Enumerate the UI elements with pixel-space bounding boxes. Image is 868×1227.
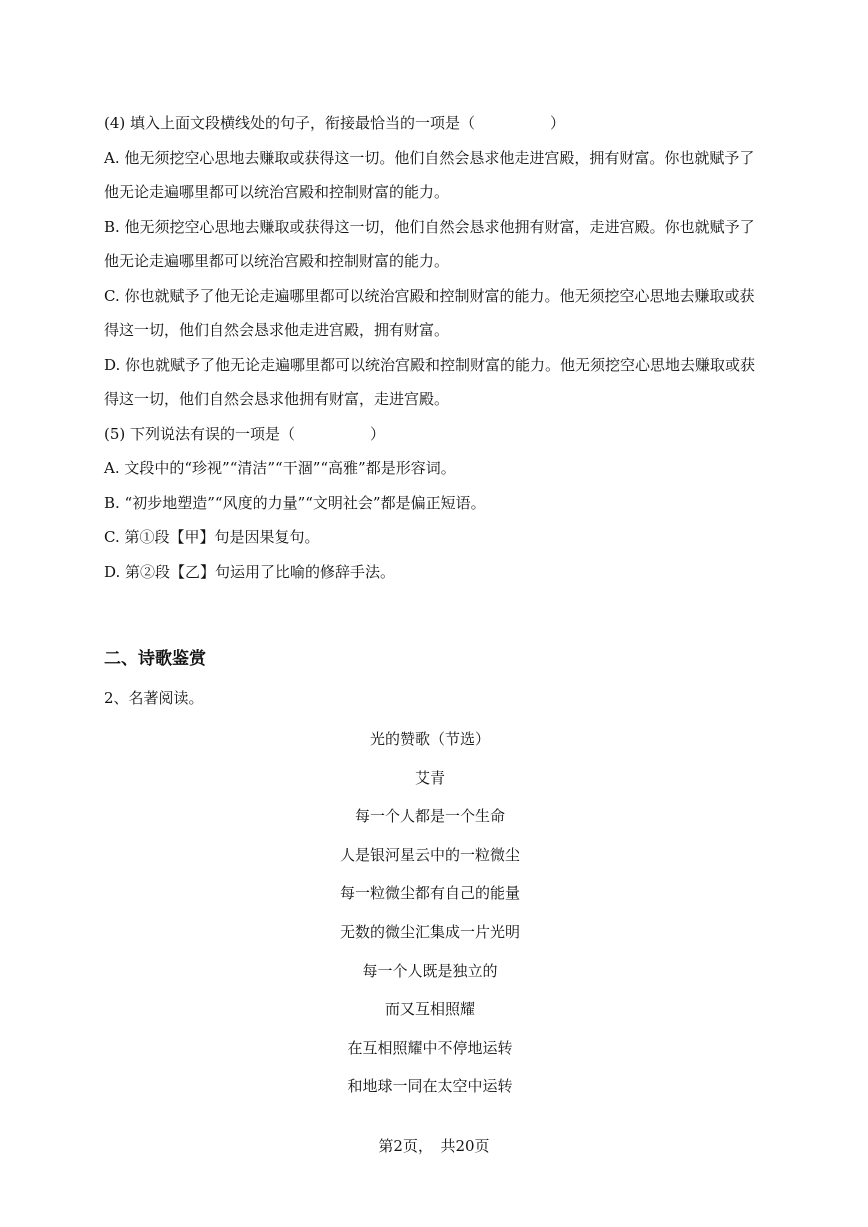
section-title: 二、诗歌鉴赏	[104, 649, 206, 669]
poem-line: 每一个人既是独立的	[362, 961, 498, 980]
poem-line: 无数的微尘汇集成一片光明	[339, 922, 520, 941]
question-4-stem: (4) 填入上面文段横线处的句子，衔接最恰当的一项是（ ）	[104, 114, 566, 132]
section-intro: 2、名著阅读。	[104, 689, 204, 707]
page-footer: 第2页， 共20页	[378, 1137, 490, 1155]
question-5-option-b: B. “初步地塑造”“风度的力量”“文明社会”都是偏正短语。	[104, 493, 486, 512]
poem-author: 艾青	[414, 768, 445, 787]
poem-line: 和地球一同在太空中运转	[347, 1077, 513, 1096]
question-4-option-b: B. 他无须挖空心思地去赚取或获得这一切，他们自然会恳求他拥有财富，走进宫殿。你也就赋予了他无论走遍哪里都可以统治宫殿和控制财富的能力。	[104, 217, 755, 270]
question-5-stem: (5) 下列说法有误的一项是（ ）	[104, 424, 386, 443]
poem	[104, 720, 756, 1106]
question-4-option-a: A. 他无须挖空心思地去赚取或获得这一切。他们自然会恳求他走进宫殿，拥有财富。你也就赋予了他无论走遍哪里都可以统治宫殿和控制财富的能力。	[104, 148, 755, 201]
poem-line: 每一个人都是一个生命	[354, 807, 505, 826]
question-4-option-d: D. 你也就赋予了他无论走遍哪里都可以统治宫殿和控制财富的能力。他无须挖空心思地去赚取或获得这一切，他们自然会恳求他拥有财富，走进宫殿。	[104, 355, 756, 408]
poem-line: 而又互相照耀	[384, 1000, 475, 1019]
poem-title: 光的赞歌（节选）	[369, 730, 490, 748]
poem-line: 人是银河星云中的一粒微尘	[339, 845, 520, 864]
question-5-option-c: C. 第①段【甲】句是因果复句。	[104, 528, 320, 546]
question-4-option-c: C. 你也就赋予了他无论走遍哪里都可以统治宫殿和控制财富的能力。他无须挖空心思地去赚取或获得这一切，他们自然会恳求他走进宫殿，拥有财富。	[104, 286, 755, 339]
poem-line: 在互相照耀中不停地运转	[347, 1038, 513, 1057]
question-5-option-d: D. 第②段【乙】句运用了比喻的修辞手法。	[104, 562, 396, 581]
questions-block	[104, 106, 756, 589]
question-5-option-a: A. 文段中的“珍视”“清洁”“干涸”“高雅”都是形容词。	[104, 459, 456, 477]
poem-line: 每一粒微尘都有自己的能量	[339, 884, 520, 903]
